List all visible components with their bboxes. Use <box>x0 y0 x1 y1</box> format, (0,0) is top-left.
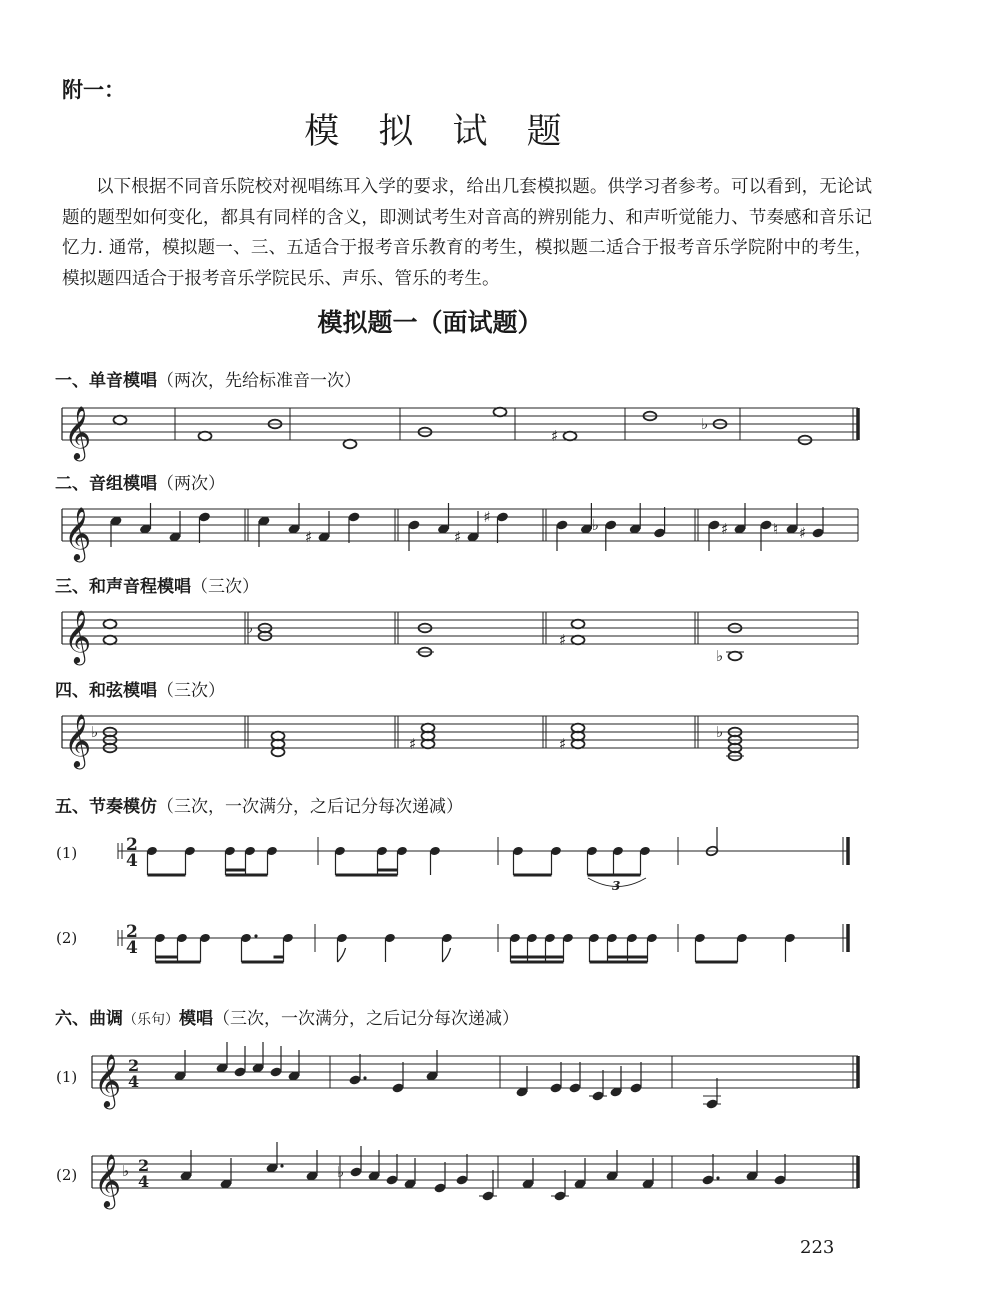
section-6-label: 六、曲调 <box>55 1009 123 1029</box>
section-2-label: 二、音组模唱 <box>55 474 157 494</box>
time-signature-bottom: 4 <box>128 1072 140 1091</box>
section-3-label: 三、和声音程模唱 <box>55 577 191 597</box>
rhythm-lines <box>0 820 1000 990</box>
accidental-icon: ♯ <box>551 427 559 445</box>
accidental-icon: ♭ <box>716 723 724 741</box>
accidental-icon: ♯ <box>721 520 729 538</box>
section-3-note: （三次） <box>191 577 259 597</box>
accidental-icon: ♭ <box>246 619 254 637</box>
section-3-heading <box>55 572 259 597</box>
whole-note <box>564 432 577 441</box>
dot <box>280 1164 283 1167</box>
section-5-label: 五、节奏模仿 <box>55 797 157 817</box>
note-flag <box>338 948 346 962</box>
accidental-icon: ♯ <box>799 524 807 542</box>
melody-1-label: (1) <box>56 1068 78 1086</box>
section-1-label: 一、单音模唱 <box>55 371 157 391</box>
time-signature-top: 2 <box>138 1156 150 1175</box>
rhythm-2-label: (2) <box>56 929 78 947</box>
time-signature-bottom: 4 <box>126 938 138 958</box>
staff-intervals <box>0 596 1000 666</box>
staff-melody-2 <box>0 1140 1000 1230</box>
treble-clef-icon: 𝄞 <box>64 713 92 767</box>
accidental-icon: ♭ <box>91 723 99 741</box>
staff-chords <box>0 700 1000 770</box>
treble-clef-icon: 𝄞 <box>64 609 92 663</box>
page-number: 223 <box>800 1237 835 1258</box>
section-5-note: （三次，一次满分，之后记分每次递减） <box>157 797 463 817</box>
accidental-icon: ♯ <box>559 735 567 753</box>
accidental-icon: ♮ <box>773 520 779 538</box>
time-signature-bottom: 4 <box>138 1172 150 1191</box>
melody-2-label: (2) <box>56 1166 78 1184</box>
treble-clef-icon: 𝄞 <box>94 1053 122 1107</box>
treble-clef-icon: 𝄞 <box>64 506 92 560</box>
time-signature-top: 2 <box>126 835 138 855</box>
whole-note <box>199 432 212 441</box>
whole-note <box>104 620 117 629</box>
section-6-label-small: （乐句） <box>123 1012 179 1028</box>
dot <box>363 1076 366 1079</box>
section-4-heading <box>55 676 225 701</box>
whole-note <box>729 652 742 661</box>
time-signature-bottom: 4 <box>126 851 138 871</box>
accidental-icon: ♭ <box>591 516 599 534</box>
accidental-icon: ♭ <box>716 647 724 665</box>
section-1-note: （两次，先给标准音一次） <box>157 371 361 391</box>
treble-clef-icon: 𝄞 <box>94 1153 122 1207</box>
staff-melody-1 <box>0 1040 1000 1130</box>
section-6-heading <box>55 1004 519 1029</box>
exam-subtitle: 模拟题一（面试题） <box>317 308 543 337</box>
accidental-icon: ♯ <box>559 631 567 649</box>
whole-note <box>114 416 127 425</box>
whole-note <box>494 408 507 417</box>
accidental-icon: ♯ <box>454 528 462 546</box>
dot <box>716 1176 719 1179</box>
treble-clef-icon: 𝄞 <box>64 405 92 459</box>
key-flat-icon: ♭ <box>122 1162 130 1180</box>
section-5-heading <box>55 792 463 817</box>
triplet-number: 3 <box>612 879 621 893</box>
section-2-note: （两次） <box>157 474 225 494</box>
accidental-icon: ♯ <box>483 508 491 526</box>
accidental-icon: ♯ <box>409 735 417 753</box>
dot <box>254 934 257 937</box>
section-6-note: （三次，一次满分，之后记分每次递减） <box>213 1009 519 1029</box>
section-2-heading <box>55 469 225 494</box>
accidental-icon: ♯ <box>305 528 313 546</box>
accidental-icon: ♭ <box>701 415 709 433</box>
section-6-label-after: 模唱 <box>179 1009 213 1029</box>
whole-note <box>104 636 117 645</box>
time-signature-top: 2 <box>128 1056 140 1075</box>
section-4-note: （三次） <box>157 681 225 701</box>
intro-paragraph: 以下根据不同音乐院校对视唱练耳入学的要求，给出几套模拟题。供学习者参考。可以看到，无论试题的题型如何变化，都具有同样的含义，即测试考生对音高的辨别能力、和声听觉能力、节奏感和音乐记忆力. 通常，模拟题一、三、五适合于报考音乐教育的考生，模拟题二适合于报考音乐学院附中的考生，模拟题四适合于报考音乐学院民乐、声乐、管乐的考生。 <box>62 177 872 289</box>
accidental-icon: ♭ <box>337 1163 345 1181</box>
staff-note-groups <box>0 493 1000 563</box>
appendix-label: 附一： <box>62 78 125 102</box>
whole-note <box>344 440 357 449</box>
time-signature-top: 2 <box>126 922 138 942</box>
main-title: 模 拟 试 题 <box>304 112 576 152</box>
note-flag <box>443 948 451 962</box>
staff-single-notes <box>0 392 1000 462</box>
rhythm-1-label: (1) <box>56 844 78 862</box>
whole-note <box>572 620 585 629</box>
section-1-heading <box>55 366 361 391</box>
whole-note <box>572 636 585 645</box>
section-4-label: 四、和弦模唱 <box>55 681 157 701</box>
